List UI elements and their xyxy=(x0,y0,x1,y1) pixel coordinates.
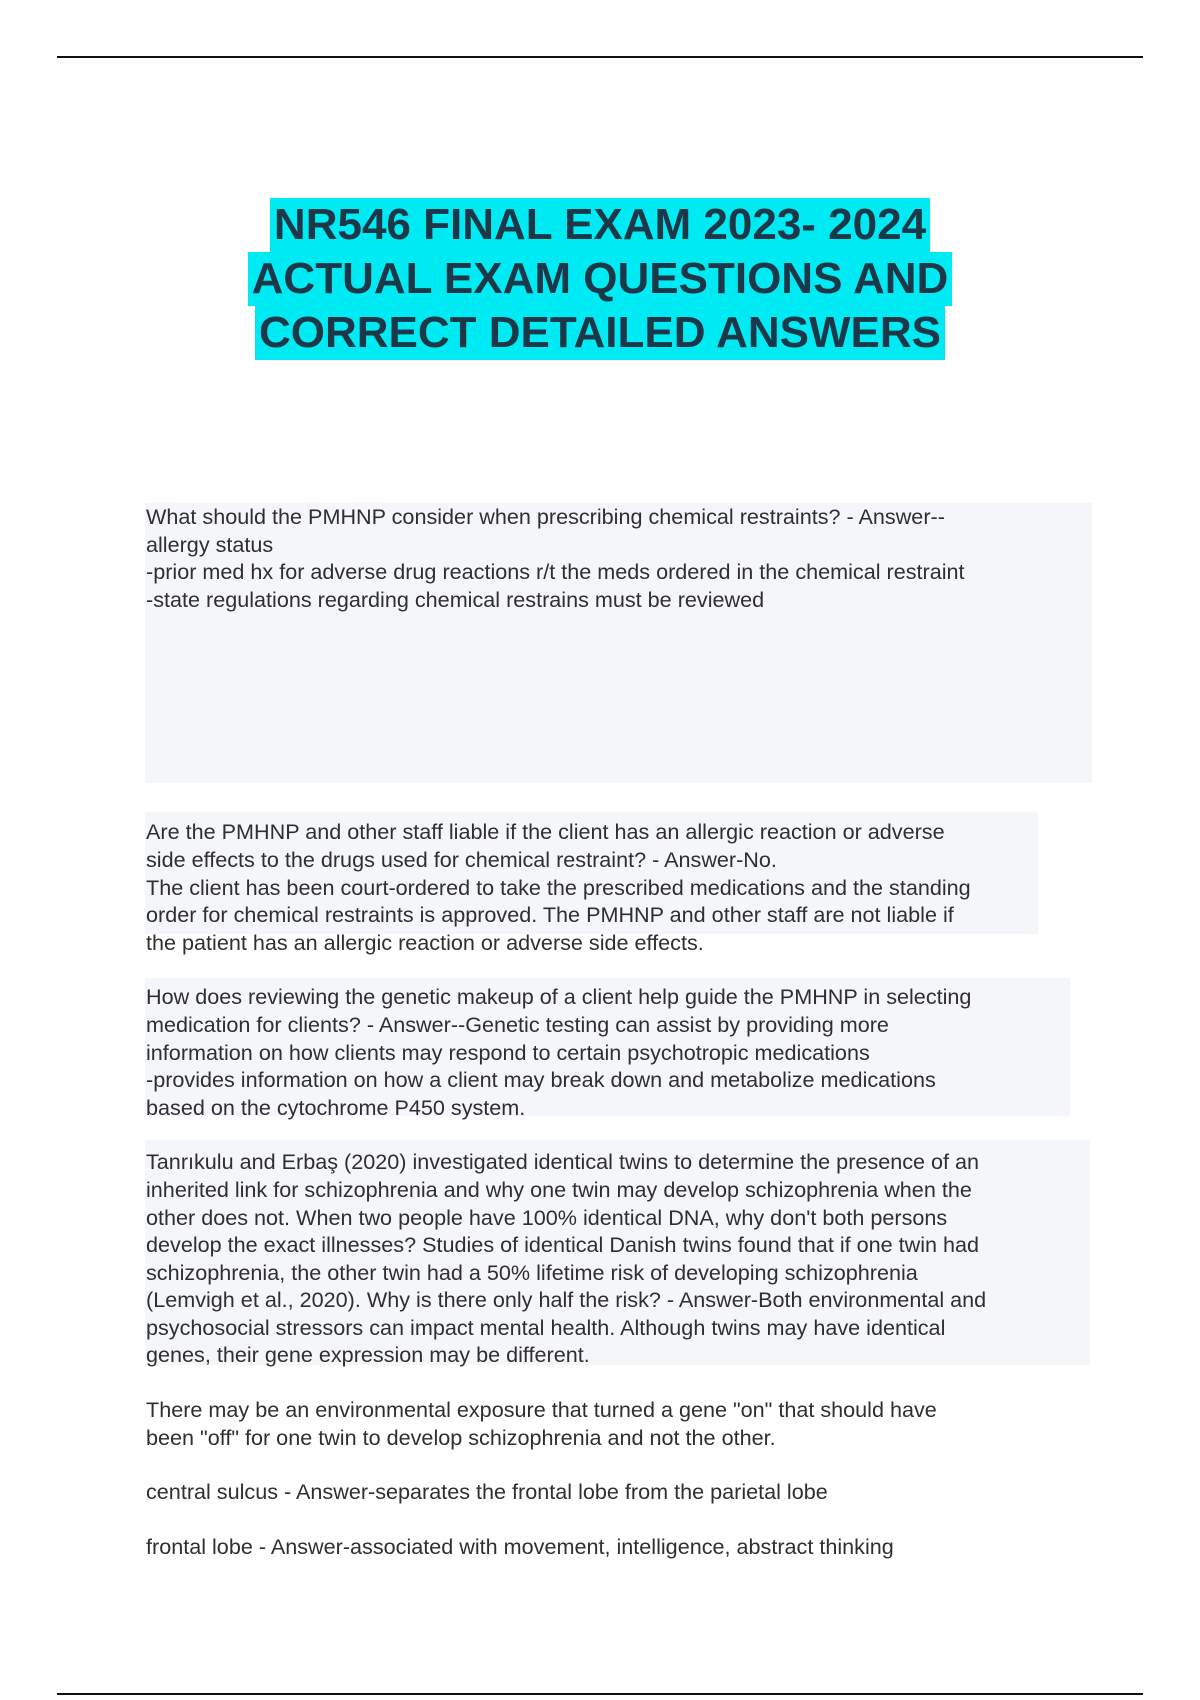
qa-item-frontal-lobe: frontal lobe - Answer-associated with movement, intelligence, abstract thinking xyxy=(146,1533,894,1559)
top-rule xyxy=(57,56,1143,58)
bottom-rule xyxy=(57,1693,1143,1695)
qa-item-central-sulcus: central sulcus - Answer-separates the frontal lobe from the parietal lobe xyxy=(146,1479,828,1505)
document-title xyxy=(0,198,1200,360)
qa-item-chemical-restraints: What should the PMHNP consider when prescribing chemical restraints? - Answer-- allergy status -prior med hx for adverse drug reactions r/t the meds ordered in the chemical restraint -state regulations regarding chemical restrains must be reviewed xyxy=(146,504,965,612)
qa-item-genetic-makeup: How does reviewing the genetic makeup of a client help guide the PMHNP in selecting medication for clients? - Answer--Genetic testing can assist by providing more information on how clients may respond to certain psychotropic medications -provides information on how a client may break down and metabolize medications based on the cytochrome P450 system. xyxy=(146,984,972,1120)
title-line-3: CORRECT DETAILED ANSWERS xyxy=(255,306,945,360)
qa-item-identical-twins: Tanrıkulu and Erbaş (2020) investigated identical twins to determine the presence of an inherited link for schizophrenia and why one twin may develop schizophrenia when the other does not. When two people have 100% identical DNA, why don't both persons develop the exact illnesses? Studies of identical Danish twins found that if one twin had schizophrenia, the other twin had a 50% lifetime risk of developing schizophrenia (Lemvigh et al., 2020). Why is there only half the risk? - Answer-Both environmental and psychosocial stressors can impact mental health. Although twins may have identical genes, their gene expression may be different. xyxy=(146,1149,987,1368)
document-body xyxy=(146,503,1106,1560)
qa-item-liability: Are the PMHNP and other staff liable if the client has an allergic reaction or adverse side effects to the drugs used for chemical restraint? - Answer-No. The client has been court-ordered to take the prescribed medications and the standing order for chemical restraints is approved. The PMHNP and other staff are not liable if the patient has an allergic reaction or adverse side effects. xyxy=(146,819,971,955)
title-line-1: NR546 FINAL EXAM 2023- 2024 xyxy=(270,198,930,252)
qa-item-gene-expression: There may be an environmental exposure that turned a gene "on" that should have been "off" for one twin to develop schizophrenia and not the other. xyxy=(146,1397,937,1450)
title-line-2: ACTUAL EXAM QUESTIONS AND xyxy=(248,252,953,306)
